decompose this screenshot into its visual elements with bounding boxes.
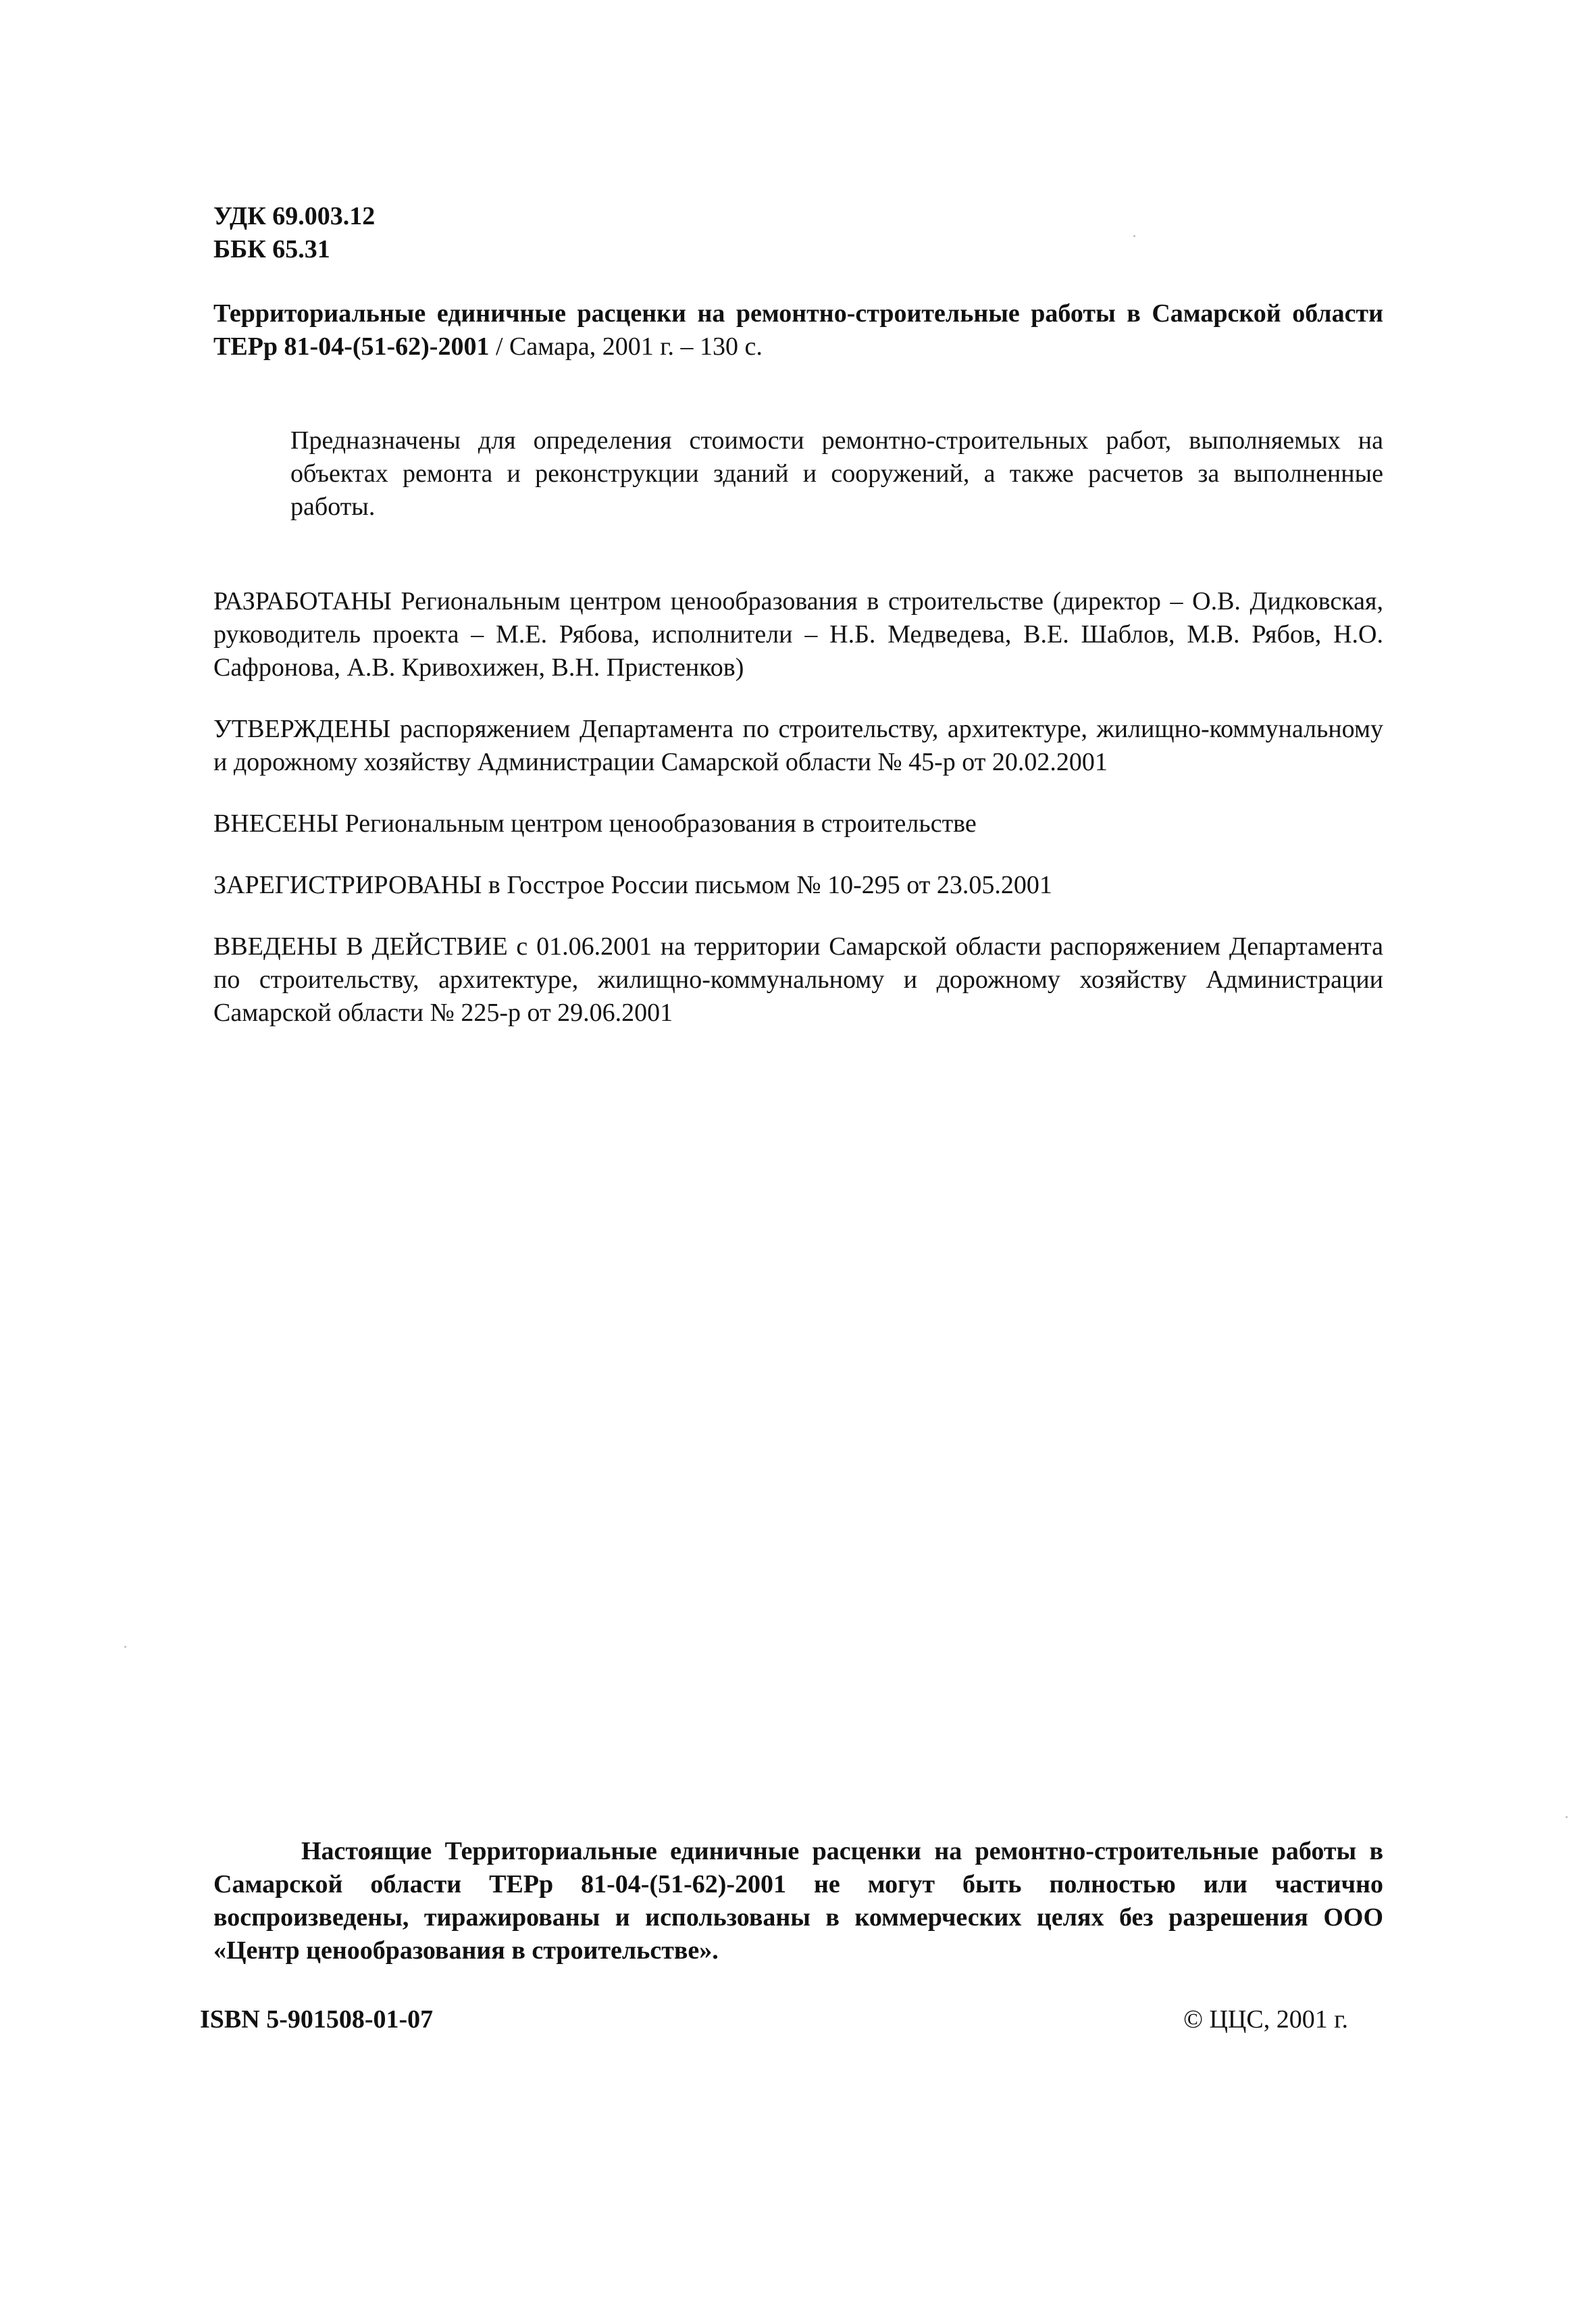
classification-codes [213, 200, 1383, 266]
isbn-number: ISBN 5-901508-01-07 [200, 2005, 434, 2034]
scan-speck [1566, 1816, 1568, 1818]
copyright-notice: Настоящие Территориальные единичные расценки на ремонтно-строительные работы в Самарской области ТЕРр 81-04-(51-62)-2001 не могут быть полностью или частично воспроизведены, тиражированы и использованы в коммерческих целях без разрешения ООО «Центр ценообразования в строительстве». [213, 1837, 1383, 1965]
title-main: Территориальные единичные расценки на ремонтно-строительные работы в Самарской области ТЕРр 81-04-(51-62)-2001 [213, 299, 1383, 361]
copyright-mark: © ЦЦС, 2001 г. [1183, 2005, 1348, 2034]
scan-speck [1133, 235, 1135, 237]
credit-submitted: ВНЕСЕНЫ Региональным центром ценообразования в строительстве [213, 809, 977, 838]
credit-enacted: ВВЕДЕНЫ В ДЕЙСТВИЕ с 01.06.2001 на территории Самарской области распоряжением Департамента по строительству, архитектуре, жилищно-коммунальному и дорожному хозяйству Администрации Самарской области № 225-р от 29.06.2001 [213, 932, 1383, 1027]
purpose-paragraph: Предназначены для определения стоимости ремонтно-строительных работ, выполняемых на объектах ремонта и реконструкции зданий и сооружений, а также расчетов за выполненные работы. [290, 426, 1383, 521]
credits-section [213, 585, 1383, 1058]
udk-code: УДК 69.003.12 [213, 202, 376, 230]
bibliographic-title [213, 297, 1383, 363]
credit-approved: УТВЕРЖДЕНЫ распоряжением Департамента по строительству, архитектуре, жилищно-коммунальному и дорожному хозяйству Администрации Самарской области № 45-р от 20.02.2001 [213, 715, 1383, 776]
scan-speck [124, 1646, 126, 1648]
credit-registered: ЗАРЕГИСТРИРОВАНЫ в Госстрое России письмом № 10-295 от 23.05.2001 [213, 871, 1052, 899]
credit-developed: РАЗРАБОТАНЫ Региональным центром ценообразования в строительстве (директор – О.В. Дидковская, руководитель проекта – М.Е. Рябова, исполнители – Н.Б. Медведева, В.Е. Шаблов, М.В. Рябов, Н.О. Сафронова, А.В. Кривохижен, В.Н. Пристенков) [213, 587, 1383, 682]
title-imprint: / Самара, 2001 г. – 130 с. [489, 332, 763, 361]
bbk-code: ББК 65.31 [213, 235, 330, 263]
